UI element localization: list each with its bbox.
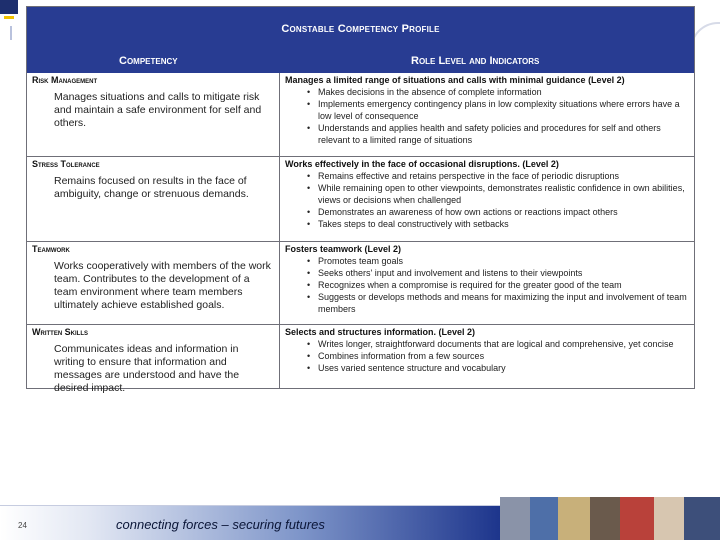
indicator-item: • While remaining open to other viewpoints, demonstrates realistic confidence in own abilities, views or decisions when challenged	[307, 182, 690, 206]
indicator-list	[307, 255, 690, 315]
photo-tile	[530, 497, 558, 540]
role-level-title: Fosters teamwork (Level 2)	[285, 244, 402, 254]
competency-cell	[27, 157, 280, 241]
competency-description: Manages situations and calls to mitigate risk and maintain a safe environment for self and others.	[54, 91, 262, 129]
role-level-title: Selects and structures information. (Level 2)	[285, 327, 476, 337]
indicator-item: • Implements emergency contingency plans in low complexity situations where errors have a low level of consequence	[307, 98, 690, 122]
indicators-cell	[280, 242, 694, 324]
competency-description: Communicates ideas and information in writing to ensure that information and messages are understood and have the desired impact.	[54, 343, 240, 394]
indicators-cell	[280, 73, 694, 156]
column-header-competency: Competency	[119, 55, 178, 67]
competency-name: Stress Tolerance	[32, 159, 100, 169]
competency-description: Remains focused on results in the face of ambiguity, change or strenuous demands.	[54, 175, 249, 200]
indicators-cell	[280, 157, 694, 241]
indicator-item: • Promotes team goals	[307, 255, 690, 267]
indicator-list	[307, 86, 690, 146]
role-level-title: Works effectively in the face of occasional disruptions. (Level 2)	[285, 159, 559, 169]
logo-accent	[4, 16, 14, 19]
indicator-item: • Demonstrates an awareness of how own actions or reactions impact others	[307, 206, 690, 218]
table-row	[27, 156, 694, 241]
indicator-list	[307, 170, 690, 230]
competency-name: Written Skills	[32, 327, 88, 337]
indicator-item: • Makes decisions in the absence of complete information	[307, 86, 690, 98]
photo-collage	[500, 497, 720, 540]
competency-name: Risk Management	[32, 75, 98, 85]
indicator-item: • Recognizes when a compromise is required for the greater good of the team	[307, 279, 690, 291]
column-header-role-level: Role Level and Indicators	[411, 55, 540, 67]
table-row	[27, 241, 694, 324]
indicator-item: • Combines information from a few sources	[307, 350, 690, 362]
photo-tile	[684, 497, 720, 540]
footer-tagline: connecting forces – securing futures	[116, 517, 325, 532]
indicator-item: • Suggests or develops methods and means for maximizing the input and involvement of team members	[307, 291, 690, 315]
photo-tile	[590, 497, 620, 540]
competency-description: Works cooperatively with members of the work team. Contributes to the development of a team environment where team members ultimately achieve established goals.	[54, 260, 271, 311]
table-body	[27, 73, 694, 394]
indicator-item: • Writes longer, straightforward documents that are logical and comprehensive, yet concise	[307, 338, 690, 350]
decorative-line	[10, 26, 22, 40]
competency-profile-table	[26, 6, 695, 394]
page-number: 24	[18, 521, 27, 530]
photo-tile	[500, 497, 530, 540]
competency-cell	[27, 73, 280, 156]
photo-tile	[620, 497, 654, 540]
logo-block	[0, 0, 18, 14]
indicators-cell	[280, 325, 694, 389]
table-row	[27, 324, 694, 394]
competency-name: Teamwork	[32, 244, 70, 254]
photo-tile	[558, 497, 590, 540]
indicator-item: • Uses varied sentence structure and vocabulary	[307, 362, 690, 374]
competency-cell	[27, 325, 280, 394]
indicator-list	[307, 338, 690, 374]
table-header	[27, 7, 694, 73]
table-title: Constable Competency Profile	[281, 23, 440, 35]
indicator-item: • Remains effective and retains perspective in the face of periodic disruptions	[307, 170, 690, 182]
table-row	[27, 73, 694, 156]
indicator-item: • Takes steps to deal constructively with setbacks	[307, 218, 690, 230]
slide-footer	[0, 497, 720, 540]
indicator-item: • Understands and applies health and safety policies and procedures for self and others relevant to a limited range of situations	[307, 122, 690, 146]
competency-cell	[27, 242, 280, 324]
role-level-title: Manages a limited range of situations and calls with minimal guidance (Level 2)	[285, 75, 625, 85]
indicator-item: • Seeks others' input and involvement and listens to their viewpoints	[307, 267, 690, 279]
photo-tile	[654, 497, 684, 540]
